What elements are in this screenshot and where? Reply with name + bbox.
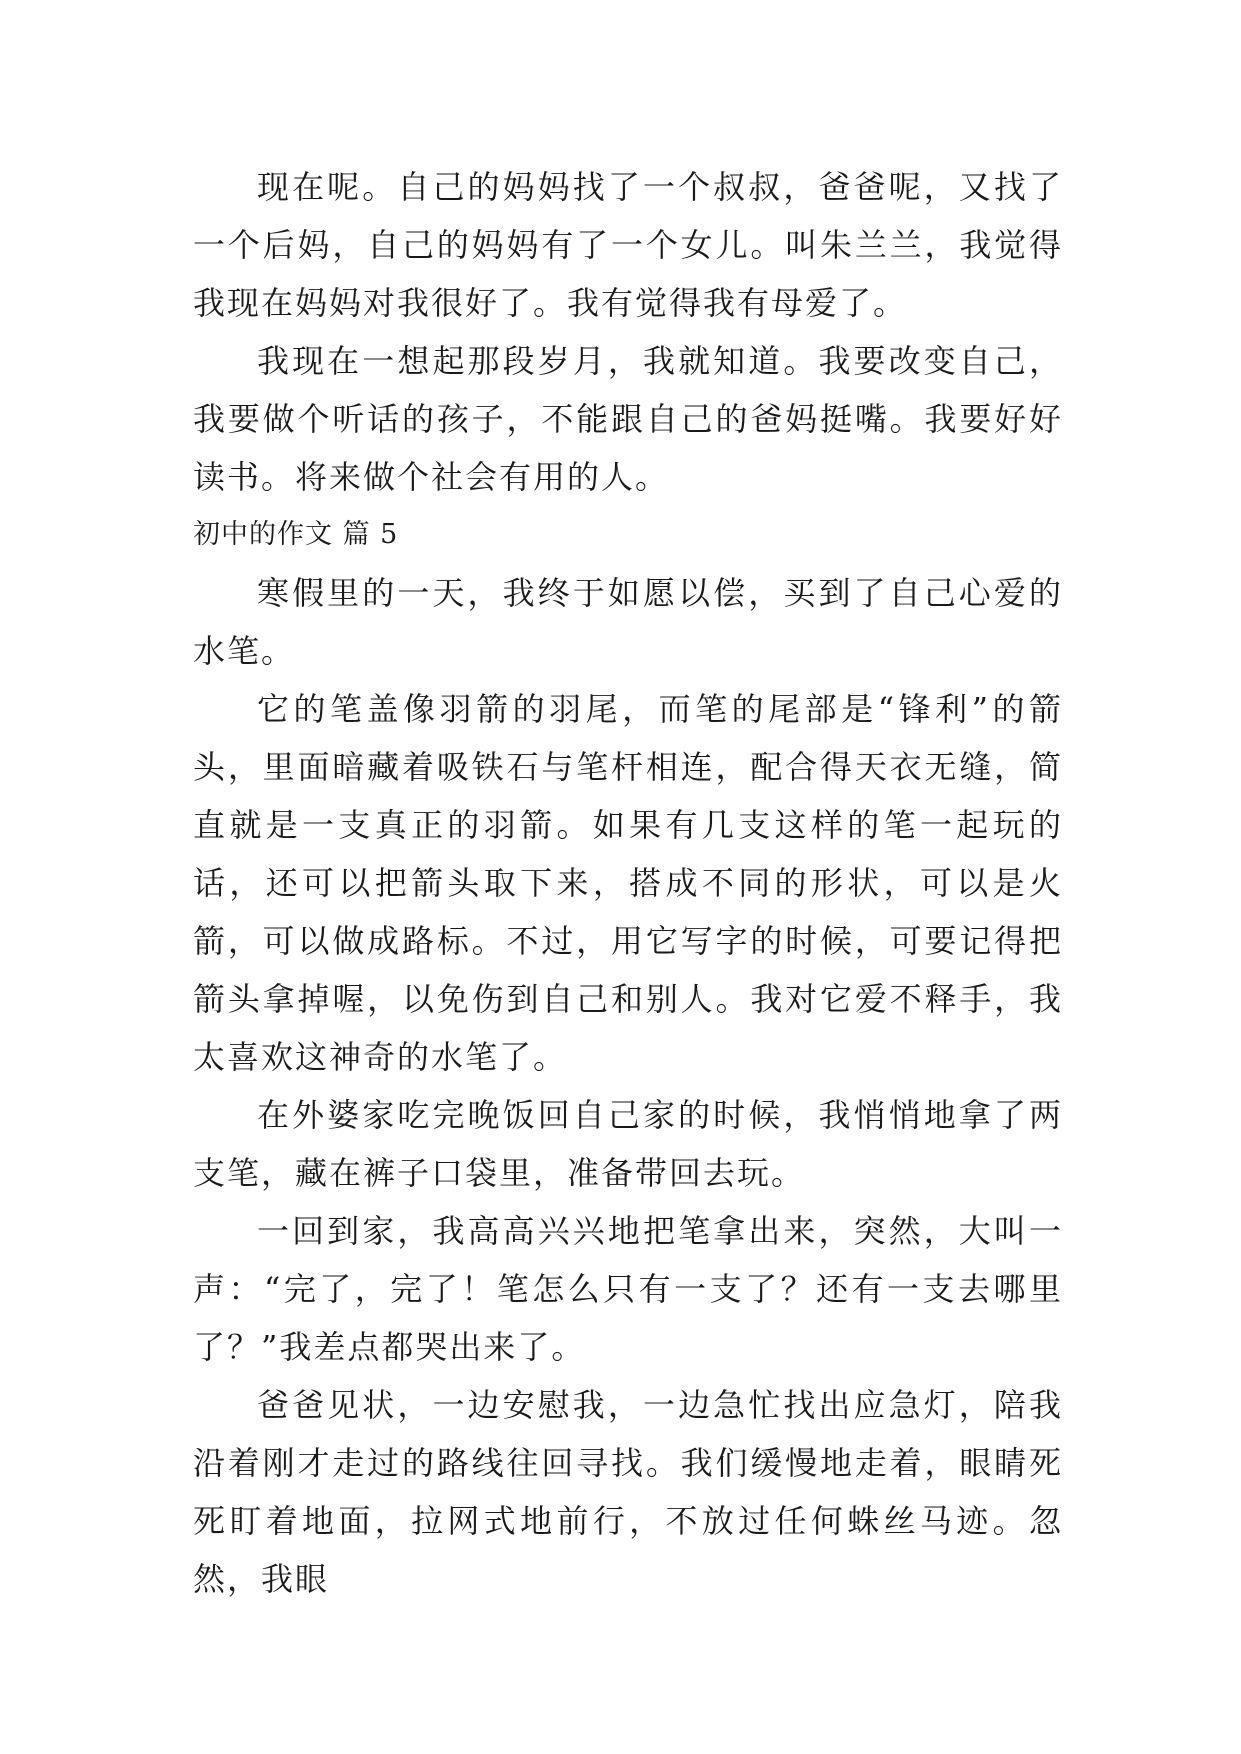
paragraph: 在外婆家吃完晚饭回自己家的时候，我悄悄地拿了两支笔，藏在裤子口袋里，准备带回去玩。 — [193, 1096, 1063, 1192]
section-heading: 初中的作文 篇 5 — [193, 519, 399, 550]
paragraph: 它的笔盖像羽箭的羽尾，而笔的尾部是“锋利”的箭头，里面暗藏着吸铁石与笔杆相连，配合得天衣无缝，简直就是一支真正的羽箭。如果有几支这样的笔一起玩的话，还可以把箭头取下来，搭成不同的形状，可以是火箭，可以做成路标。不过，用它写字的时候，可要记得把箭头拿掉喔，以免伤到自己和别人。我对它爱不释手，我太喜欢这神奇的水笔了。 — [193, 690, 1063, 1076]
paragraph: 我现在一想起那段岁月，我就知道。我要改变自己，我要做个听话的孩子，不能跟自己的爸妈挺嘴。我要好好读书。将来做个社会有用的人。 — [193, 342, 1063, 496]
document-body — [193, 158, 1063, 1608]
paragraph: 现在呢。自己的妈妈找了一个叔叔，爸爸呢，又找了一个后妈，自己的妈妈有了一个女儿。叫朱兰兰，我觉得我现在妈妈对我很好了。我有觉得我有母爱了。 — [193, 168, 1063, 322]
paragraph: 寒假里的一天，我终于如愿以偿，买到了自己心爱的水笔。 — [193, 574, 1063, 670]
paragraph: 一回到家，我高高兴兴地把笔拿出来，突然，大叫一声：“完了，完了！笔怎么只有一支了？还有一支去哪里了？”我差点都哭出来了。 — [193, 1212, 1063, 1366]
paragraph: 爸爸见状，一边安慰我，一边急忙找出应急灯，陪我沿着刚才走过的路线往回寻找。我们缓慢地走着，眼睛死死盯着地面，拉网式地前行，不放过任何蛛丝马迹。忽然，我眼 — [193, 1386, 1063, 1598]
